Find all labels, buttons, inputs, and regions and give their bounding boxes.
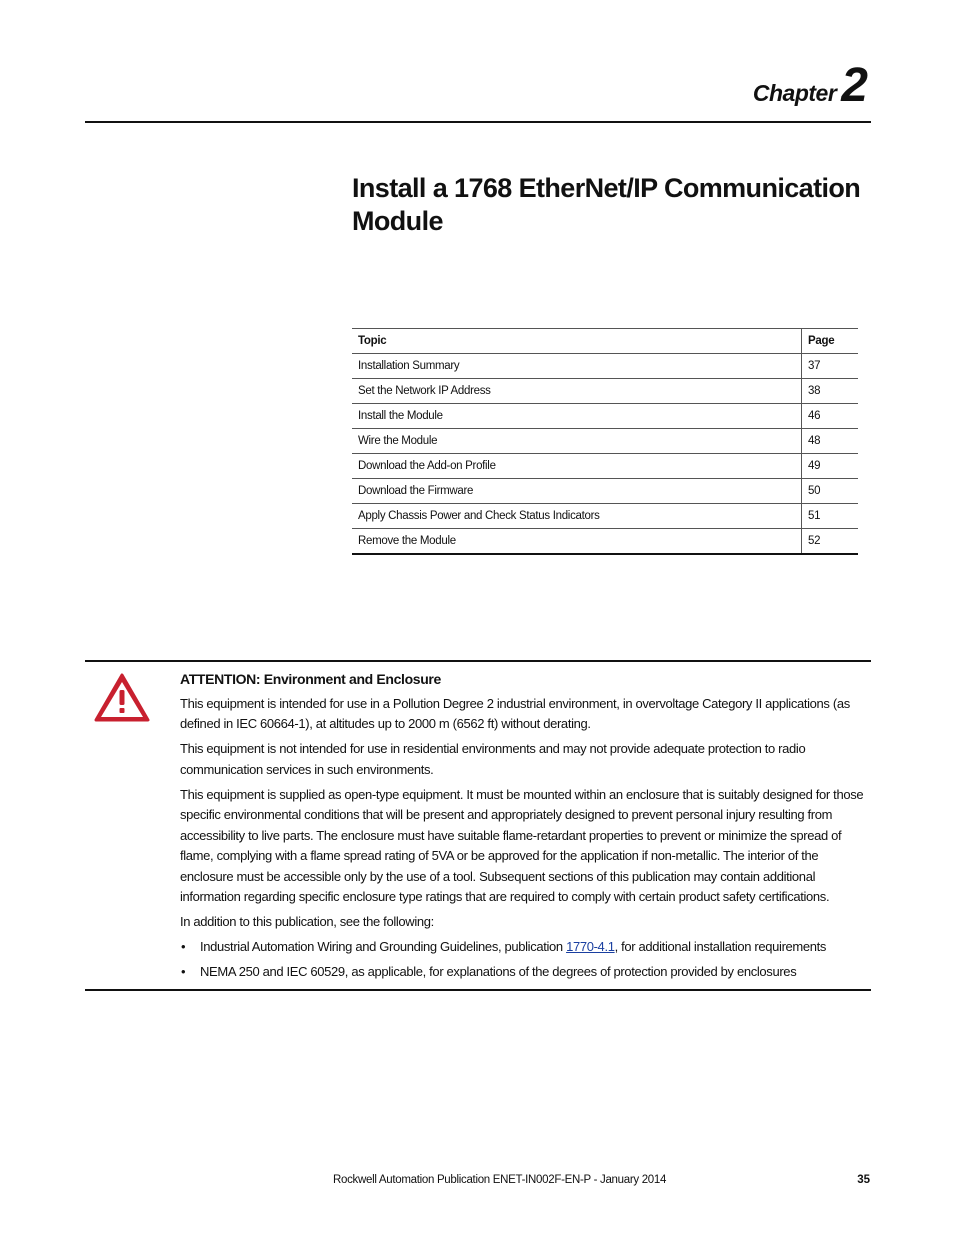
header-rule: [85, 121, 871, 123]
chapter-number: 2: [841, 59, 868, 112]
bullet-marker: •: [181, 939, 186, 954]
table-row: [352, 529, 858, 555]
topic-cell: Download the Firmware: [352, 479, 802, 504]
attention-paragraph: In addition to this publication, see the following:: [180, 914, 434, 929]
table-row: [352, 454, 858, 479]
list-item-text: NEMA 250 and IEC 60529, as applicable, for explanations of the degrees of protection provided by enclosures: [200, 964, 797, 979]
footer-page-number: 35: [857, 1174, 870, 1186]
table-row: [352, 379, 858, 404]
table-row: [352, 479, 858, 504]
page-cell: 37: [802, 354, 859, 379]
page-cell: 38: [802, 379, 859, 404]
table-header-page: Page: [802, 329, 859, 354]
warning-triangle-icon: [94, 673, 150, 723]
list-item-text: , for additional installation requirements: [614, 939, 827, 954]
topic-cell: Install the Module: [352, 404, 802, 429]
table-row: [352, 404, 858, 429]
bullet-marker: •: [181, 964, 186, 979]
reference-list: [180, 937, 872, 983]
list-item: [180, 962, 872, 983]
table-row: [352, 354, 858, 379]
table-row: [352, 429, 858, 454]
attention-paragraph: This equipment is intended for use in a Pollution Degree 2 industrial environment, in overvoltage Category II applications (as defined in IEC 60664-1), at altitudes up to 2000 m (6562 ft) without derating.: [180, 695, 850, 731]
topic-cell: Wire the Module: [352, 429, 802, 454]
topic-cell: Download the Add-on Profile: [352, 454, 802, 479]
attention-box: [85, 660, 871, 991]
list-item: [180, 937, 872, 958]
chapter-label: Chapter: [752, 80, 837, 106]
page-cell: 49: [802, 454, 859, 479]
table-header-topic: Topic: [352, 329, 802, 354]
topic-cell: Installation Summary: [352, 354, 802, 379]
footer-publication: Rockwell Automation Publication ENET-IN002F-EN-P - January 2014: [333, 1174, 667, 1186]
page-cell: 52: [802, 529, 859, 555]
topics-table: [352, 328, 858, 555]
attention-paragraph: This equipment is supplied as open-type equipment. It must be mounted within an enclosure that is suitably designed for those specific environmental conditions that will be present and appropriately designed to prevent personal injury resulting from accessibility to live parts. The enclosure must have suitable flame-retardant properties to prevent or minimize the spread of flame, complying with a flame spread rating of 5VA or be approved for the application if non-metallic. The interior of the enclosure must be accessible only by the use of a tool. Subsequent sections of this publication may contain additional information regarding specific enclosure type ratings that are required to comply with certain product safety certifications.: [180, 786, 864, 904]
page-cell: 48: [802, 429, 859, 454]
list-item-text: Industrial Automation Wiring and Grounding Guidelines, publication: [200, 939, 567, 954]
table-row: [352, 504, 858, 529]
attention-content: [180, 669, 872, 987]
chapter-heading: [752, 59, 868, 112]
publication-link[interactable]: 1770-4.1: [566, 939, 615, 954]
topic-cell: Set the Network IP Address: [352, 379, 802, 404]
attention-title: ATTENTION: Environment and Enclosure: [180, 671, 441, 687]
page-cell: 50: [802, 479, 859, 504]
page-cell: 51: [802, 504, 859, 529]
topic-cell: Remove the Module: [352, 529, 802, 555]
topic-cell: Apply Chassis Power and Check Status Indicators: [352, 504, 802, 529]
page-cell: 46: [802, 404, 859, 429]
page-title: Install a 1768 EtherNet/IP Communication Module: [352, 173, 861, 236]
attention-paragraph: This equipment is not intended for use in residential environments and may not provide adequate protection to radio communication services in such environments.: [180, 741, 806, 777]
table-header-row: [352, 329, 858, 354]
